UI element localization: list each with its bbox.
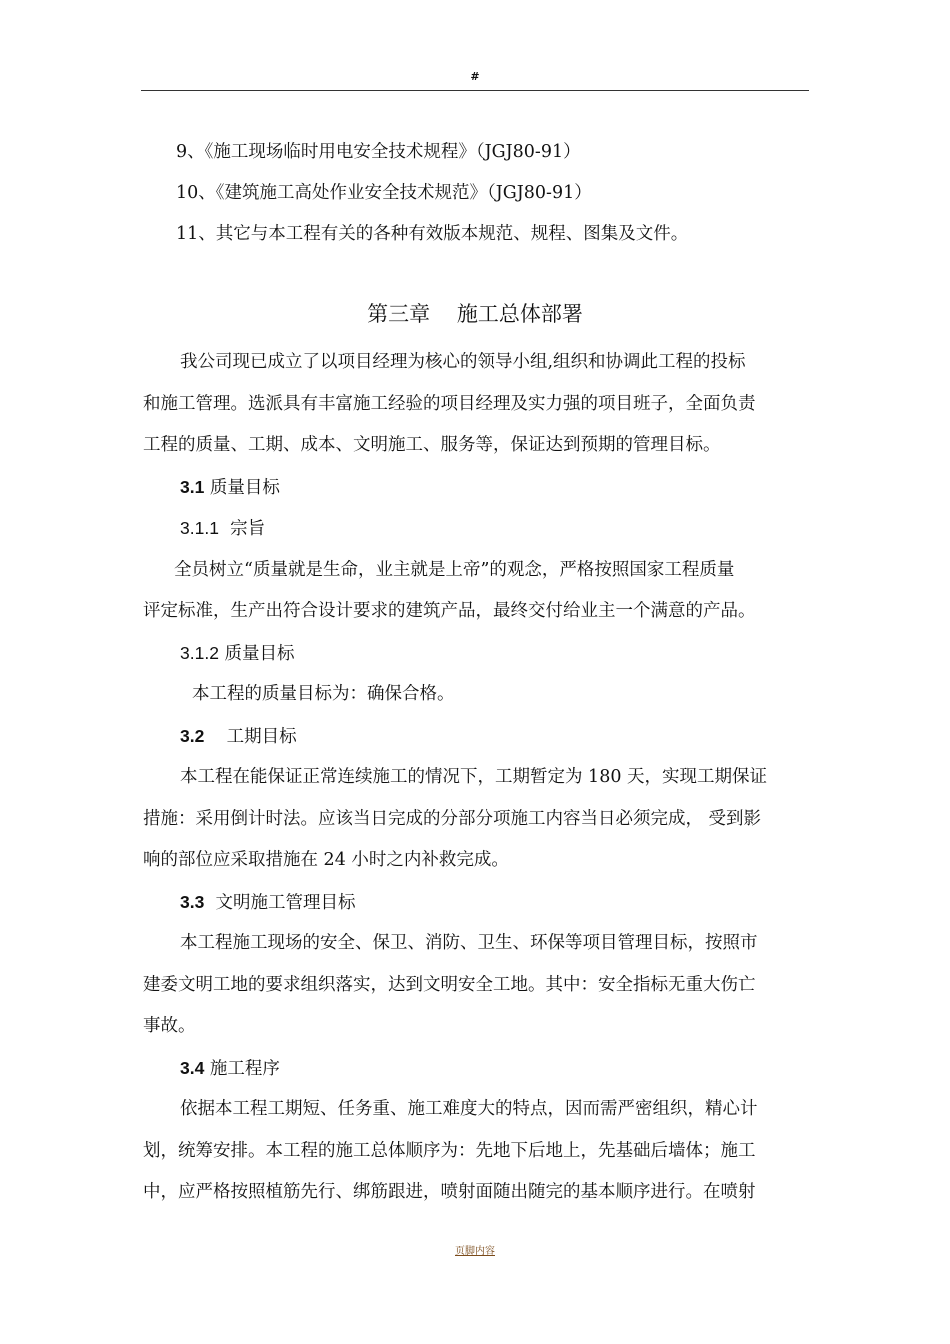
schedule-line-1: 本工程在能保证正常连续施工的情况下，工期暂定为 180 天，实现工期保证 [180, 767, 768, 787]
section-3-1-1-heading [180, 516, 860, 541]
section-3-1-1-title: 宗旨 [230, 519, 266, 539]
reference-item-11: 11、其它与本工程有关的各种有效版本规范、规程、图集及文件。 [176, 224, 689, 244]
procedure-line-3: 中，应严格按照植筋先行、绑筋跟进，喷射面随出随完的基本顺序进行。在喷射 [143, 1182, 756, 1202]
section-3-1-heading [180, 475, 860, 500]
intro-line-3: 工程的质量、工期、成本、文明施工、服务等，保证达到预期的管理目标。 [143, 435, 721, 455]
chapter-title: 第三章 施工总体部署 [367, 302, 583, 326]
intro-line-1: 我公司现已成立了以项目经理为核心的领导小组,组织和协调此工程的投标 [180, 352, 746, 372]
procedure-line-1: 依据本工程工期短、任务重、施工难度大的特点，因而需严密组织，精心计 [180, 1099, 758, 1119]
section-3-2-title: 工期目标 [226, 727, 297, 747]
intro-line-2: 和施工管理。选派具有丰富施工经验的项目经理及实力强的项目班子，全面负责 [143, 394, 756, 414]
civil-line-1: 本工程施工现场的安全、保卫、消防、卫生、环保等项目管理目标，按照市 [180, 933, 758, 953]
section-3-2-heading [180, 724, 860, 749]
purpose-line-1: 全员树立“质量就是生命，业主就是上帝”的观念，严格按照国家工程质量 [174, 560, 735, 580]
reference-item-9: 9、《施工现场临时用电安全技术规程》（JGJ80-91） [176, 142, 581, 162]
section-3-4-title: 施工程序 [209, 1059, 280, 1079]
section-3-1-2-number: 3.1.2 [180, 643, 219, 663]
section-3-1-2-title: 质量目标 [224, 644, 295, 664]
schedule-line-2: 措施：采用倒计时法。应该当日完成的分部分项施工内容当日必须完成， 受到影 [143, 809, 762, 829]
schedule-line-3: 响的部位应采取措施在 24 小时之内补救完成。 [143, 850, 509, 870]
section-3-4-number: 3.4 [180, 1058, 205, 1078]
civil-line-2: 建委文明工地的要求组织落实，达到文明安全工地。其中：安全指标无重大伤亡 [143, 975, 756, 995]
section-3-1-1-number: 3.1.1 [180, 518, 219, 538]
header-divider [141, 90, 809, 91]
section-3-2-number: 3.2 [180, 726, 205, 746]
section-3-3-heading [180, 890, 860, 915]
purpose-line-2: 评定标准，生产出符合设计要求的建筑产品，最终交付给业主一个满意的产品。 [143, 601, 756, 621]
section-3-4-heading [180, 1056, 860, 1081]
procedure-line-2: 划，统筹安排。本工程的施工总体顺序为：先地下后地上，先基础后墙体；施工 [143, 1141, 756, 1161]
section-3-1-2-heading [180, 641, 860, 666]
quality-target-line: 本工程的质量目标为：确保合格。 [192, 684, 455, 704]
section-3-3-number: 3.3 [180, 892, 205, 912]
section-3-1-title: 质量目标 [209, 478, 280, 498]
reference-item-10: 10、《建筑施工高处作业安全技术规范》（JGJ80-91） [176, 183, 592, 203]
page-footer: 页脚内容 [455, 1246, 495, 1257]
civil-line-3: 事故。 [143, 1016, 196, 1036]
page-header-mark: # [470, 70, 480, 83]
section-3-3-title: 文明施工管理目标 [215, 893, 356, 913]
section-3-1-number: 3.1 [180, 477, 205, 497]
